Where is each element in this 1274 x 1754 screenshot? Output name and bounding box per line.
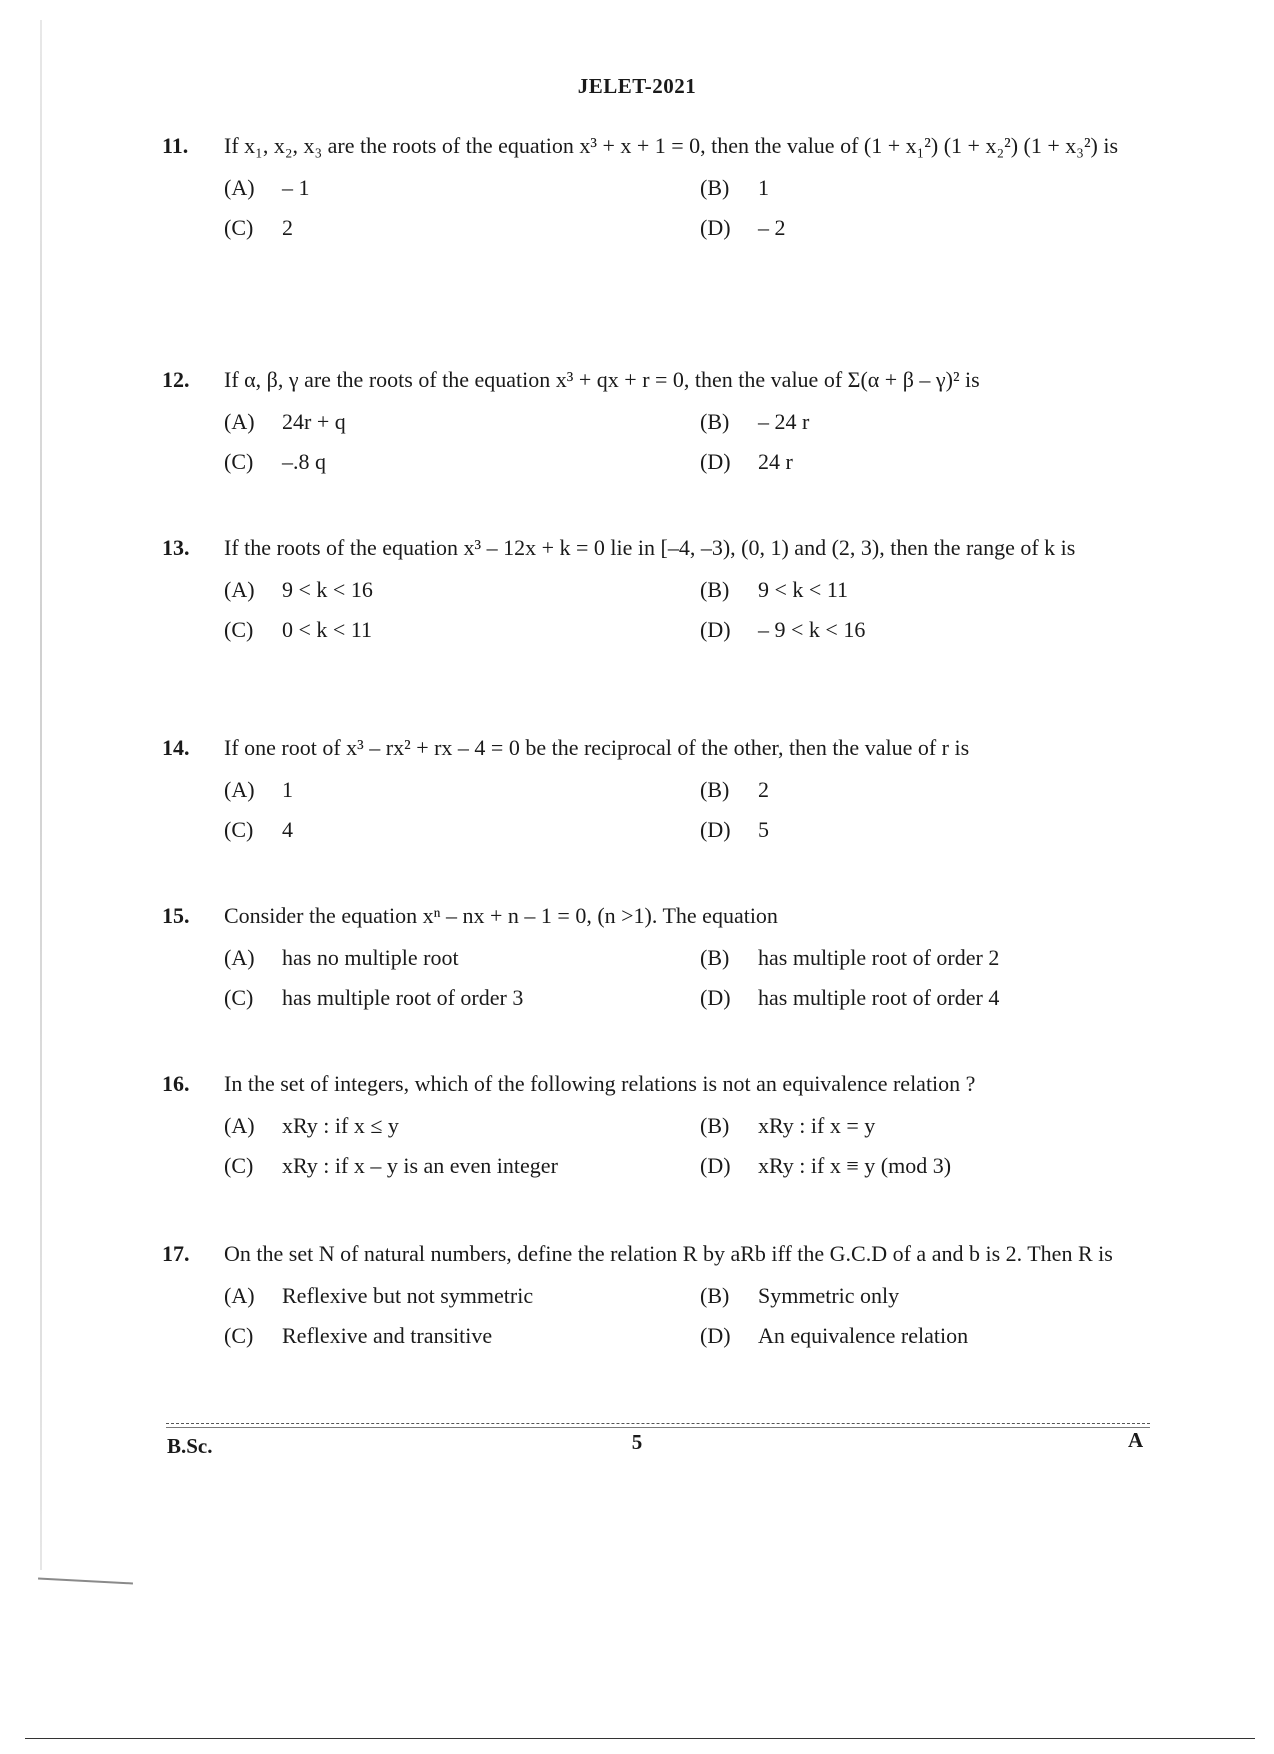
option-d — [700, 210, 1120, 246]
question-17 — [162, 1236, 1137, 1354]
option-text: xRy : if x ≡ y (mod 3) — [758, 1153, 952, 1178]
option-label: (B) — [700, 409, 730, 434]
option-d — [700, 812, 1120, 848]
page-number: 5 — [631, 1430, 643, 1454]
option-a — [224, 170, 700, 206]
option-text: 5 — [758, 817, 769, 842]
option-text: 1 — [758, 175, 769, 200]
question-number: 11. — [162, 133, 189, 158]
option-text: 9 < k < 11 — [758, 577, 848, 602]
option-text: – 24 r — [758, 409, 810, 434]
option-text: –.8 q — [282, 449, 326, 474]
question-15 — [162, 898, 1137, 1016]
footer-divider — [166, 1423, 1150, 1424]
option-text: 0 < k < 11 — [282, 617, 372, 642]
option-label: (D) — [700, 1323, 731, 1348]
option-b — [700, 404, 1120, 440]
option-label: (C) — [224, 1153, 254, 1178]
option-a — [224, 940, 700, 976]
option-text: has multiple root of order 4 — [758, 985, 1000, 1010]
option-text: has no multiple root — [282, 945, 459, 970]
option-a — [224, 772, 700, 808]
option-d — [700, 1148, 1120, 1184]
question-16 — [162, 1066, 1137, 1184]
option-text: – 1 — [282, 175, 310, 200]
options-grid — [224, 170, 1137, 246]
question-number: 14. — [162, 735, 190, 760]
option-label: (B) — [700, 945, 730, 970]
option-d — [700, 980, 1120, 1016]
option-label: (A) — [224, 945, 255, 970]
option-label: (B) — [700, 577, 730, 602]
option-text: xRy : if x – y is an even integer — [282, 1153, 558, 1178]
option-text: has multiple root of order 3 — [282, 985, 524, 1010]
bottom-border-line — [25, 1738, 1255, 1739]
question-text: If α, β, γ are the roots of the equation x³ + qx + r = 0, then the value of Σ(α + β – γ)² is — [224, 367, 980, 392]
question-12 — [162, 362, 1137, 480]
option-d — [700, 1318, 1120, 1354]
page-title: JELET-2021 — [577, 74, 697, 98]
option-c — [224, 210, 700, 246]
option-text: – 9 < k < 16 — [758, 617, 866, 642]
option-label: (A) — [224, 777, 255, 802]
options-grid — [224, 772, 1137, 848]
option-text: Symmetric only — [758, 1283, 900, 1308]
option-c — [224, 444, 700, 480]
options-grid — [224, 572, 1137, 648]
option-text: 4 — [282, 817, 293, 842]
option-d — [700, 612, 1120, 648]
option-text: – 2 — [758, 215, 786, 240]
option-d — [700, 444, 1120, 480]
option-c — [224, 812, 700, 848]
option-c — [224, 612, 700, 648]
question-number: 12. — [162, 367, 190, 392]
scan-page-curl — [38, 1578, 133, 1585]
option-label: (D) — [700, 817, 731, 842]
option-label: (B) — [700, 1113, 730, 1138]
question-14 — [162, 730, 1137, 848]
option-c — [224, 1148, 700, 1184]
option-label: (D) — [700, 215, 731, 240]
option-b — [700, 572, 1120, 608]
option-text: An equivalence relation — [758, 1323, 969, 1348]
question-text: If one root of x³ – rx² + rx – 4 = 0 be the reciprocal of the other, then the value of r is — [224, 735, 970, 760]
option-b — [700, 940, 1120, 976]
footer-course: B.Sc. — [167, 1434, 213, 1458]
paper-set: A — [1128, 1428, 1144, 1452]
footer-divider-solid — [166, 1427, 1150, 1428]
option-text: 24r + q — [282, 409, 346, 434]
option-label: (C) — [224, 1323, 254, 1348]
option-a — [224, 1278, 700, 1314]
option-text: 2 — [758, 777, 769, 802]
question-number: 15. — [162, 903, 190, 928]
question-text: If x₁, x₂, x₃ are the roots of the equation x³ + x + 1 = 0, then the value of (1 + x₁²) (1 + x₂²) (1 + x₃²) is — [224, 133, 1119, 158]
option-label: (A) — [224, 1283, 255, 1308]
option-label: (C) — [224, 817, 254, 842]
option-a — [224, 572, 700, 608]
option-text: Reflexive and transitive — [282, 1323, 493, 1348]
option-label: (A) — [224, 577, 255, 602]
question-number: 13. — [162, 535, 190, 560]
option-text: Reflexive but not symmetric — [282, 1283, 534, 1308]
option-label: (B) — [700, 777, 730, 802]
option-c — [224, 1318, 700, 1354]
option-b — [700, 1278, 1120, 1314]
question-13 — [162, 530, 1137, 648]
question-number: 17. — [162, 1241, 190, 1266]
options-grid — [224, 940, 1137, 1016]
option-label: (A) — [224, 1113, 255, 1138]
option-a — [224, 404, 700, 440]
option-label: (C) — [224, 215, 254, 240]
options-grid — [224, 1278, 1137, 1354]
option-label: (C) — [224, 985, 254, 1010]
option-text: 9 < k < 16 — [282, 577, 373, 602]
options-grid — [224, 1108, 1137, 1184]
question-number: 16. — [162, 1071, 190, 1096]
options-grid — [224, 404, 1137, 480]
option-label: (D) — [700, 985, 731, 1010]
question-text: On the set N of natural numbers, define the relation R by aRb iff the G.C.D of a and b is 2. Then R is — [224, 1241, 1113, 1266]
question-11 — [162, 128, 1137, 246]
option-label: (C) — [224, 617, 254, 642]
option-label: (B) — [700, 175, 730, 200]
option-label: (C) — [224, 449, 254, 474]
option-label: (D) — [700, 617, 731, 642]
option-text: xRy : if x ≤ y — [282, 1113, 399, 1138]
scan-edge-shadow — [40, 20, 42, 1570]
option-text: 2 — [282, 215, 293, 240]
question-text: In the set of integers, which of the following relations is not an equivalence relation ? — [224, 1071, 976, 1096]
option-label: (A) — [224, 409, 255, 434]
question-text: If the roots of the equation x³ – 12x + k = 0 lie in [–4, –3), (0, 1) and (2, 3), then the range of k is — [224, 535, 1076, 560]
option-text: 24 r — [758, 449, 793, 474]
option-label: (B) — [700, 1283, 730, 1308]
option-b — [700, 1108, 1120, 1144]
option-b — [700, 170, 1120, 206]
option-text: has multiple root of order 2 — [758, 945, 1000, 970]
option-text: xRy : if x = y — [758, 1113, 876, 1138]
option-label: (D) — [700, 449, 731, 474]
option-label: (A) — [224, 175, 255, 200]
option-label: (D) — [700, 1153, 731, 1178]
option-text: 1 — [282, 777, 293, 802]
option-c — [224, 980, 700, 1016]
question-text: Consider the equation xⁿ – nx + n – 1 = 0, (n >1). The equation — [224, 903, 778, 928]
option-b — [700, 772, 1120, 808]
option-a — [224, 1108, 700, 1144]
